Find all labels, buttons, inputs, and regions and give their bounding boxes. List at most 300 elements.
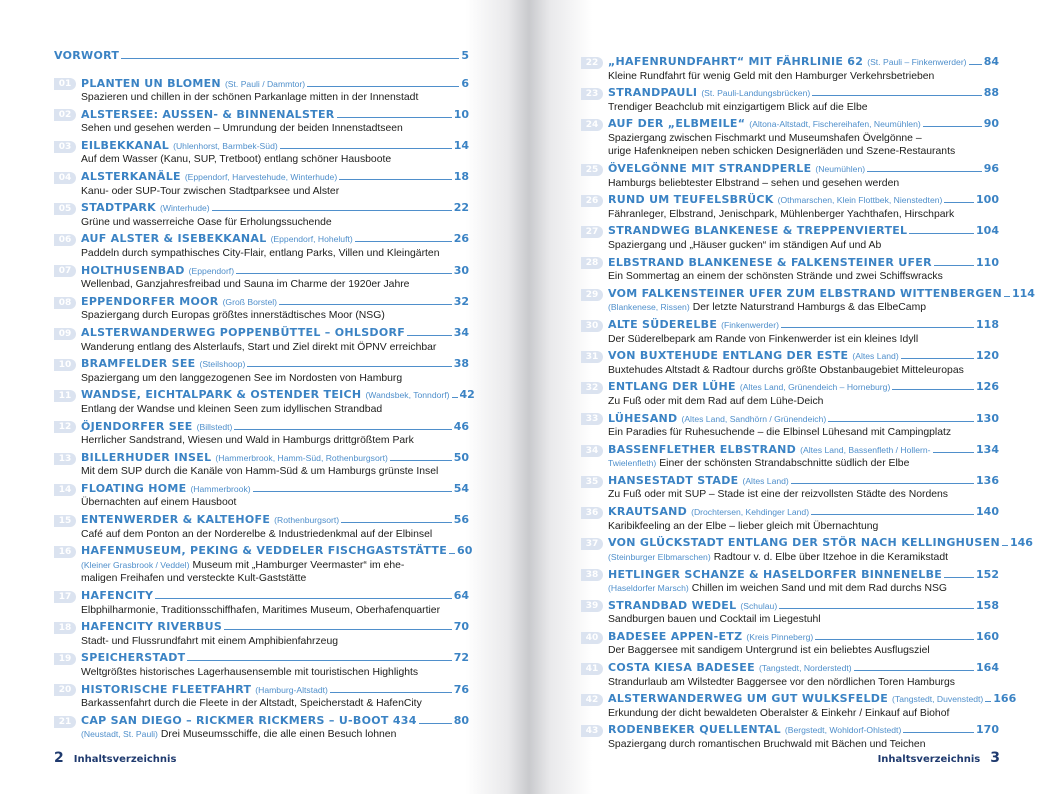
toc-entry-description: [54, 559, 469, 573]
chapter-number-badge: 07: [54, 265, 76, 277]
toc-entry-location: Twielenfleth): [608, 458, 657, 469]
toc-entry-description-text: Buxtehudes Altstadt & Radtour durchs größte Obstanbaugebiet Mitteleuropas: [608, 364, 964, 376]
toc-entry-page: 34: [453, 326, 469, 339]
leader-line: [909, 233, 974, 234]
toc-entry[interactable]: [581, 349, 999, 377]
chapter-number-badge: 16: [54, 546, 76, 558]
toc-entry-page: 170: [976, 723, 999, 737]
toc-entry-head: [54, 357, 469, 372]
toc-entry[interactable]: [581, 193, 999, 221]
toc-entry-page: 166: [993, 692, 1017, 706]
toc-entry-description-text: Trendiger Beachclub mit einzigartigem Blick auf die Elbe: [608, 101, 868, 113]
toc-entry-location: (Altes Land): [852, 351, 899, 362]
toc-entry-title: ALSTERWANDERWEG UM GUT WULKSFELDE: [608, 692, 889, 706]
toc-entry-description-text: Spaziergang und „Häuser gucken“ im ständigen Auf und Ab: [608, 239, 882, 251]
toc-entry-description: [54, 309, 469, 323]
leader-line: [247, 366, 451, 367]
chapter-number-badge: 34: [581, 445, 603, 457]
toc-entry-title: ENTLANG DER LÜHE: [608, 380, 736, 394]
toc-entry-description: [581, 613, 999, 627]
toc-entry-description-text: Auf dem Wasser (Kanu, SUP, Tretboot) entlang schöner Hausboote: [81, 154, 392, 166]
toc-entry-location: (Bergstedt, Wohldorf-Ohlstedt): [784, 725, 902, 736]
chapter-number-badge: 05: [54, 203, 76, 215]
chapter-number-badge: 08: [54, 297, 76, 309]
toc-entry-description-text: Karibikfeeling an der Elbe – lieber gleich mit Übernachtung: [608, 520, 879, 532]
toc-entry-description-text: Wanderung entlang des Alsterlaufs, Start und Ziel direkt mit ÖPNV erreichbar: [81, 341, 437, 353]
leader-line: [337, 117, 452, 118]
leader-line: [791, 483, 974, 484]
toc-entry-page: 30: [453, 263, 469, 277]
toc-entry[interactable]: [581, 86, 999, 114]
toc-entry-title: ALSTERWANDERWEG POPPENBÜTTEL – OHLSDORF: [81, 326, 406, 339]
toc-entry-description: [581, 70, 999, 84]
toc-entry-description-text: Elbphilharmonie, Traditionsschiffhafen, Maritimes Museum, Oberhafenquartier: [81, 604, 441, 616]
toc-entry-head: [54, 513, 469, 528]
toc-entry-title: ALSTERSEE: AUSSEN- & BINNENALSTER: [81, 107, 335, 121]
toc-entry[interactable]: [54, 683, 469, 711]
toc-entry-location: (Eppendorf, Harvestehude, Winterhude): [184, 172, 338, 183]
toc-entry-description-text: Kanu- oder SUP-Tour zwischen Stadtparksee und Alster: [81, 185, 340, 197]
chapter-number-badge: 36: [581, 507, 603, 519]
toc-entry-page: 104: [976, 224, 999, 238]
toc-entry[interactable]: [54, 170, 469, 198]
chapter-number-badge: 18: [54, 622, 76, 634]
toc-entry-location: (Billstedt): [196, 421, 233, 432]
toc-entry-location: (Hammerbrook): [190, 483, 251, 494]
leader-line: [903, 732, 974, 733]
toc-entry-description: [581, 333, 999, 347]
toc-entry-page: 46: [453, 419, 469, 433]
toc-entry-page: 64: [453, 589, 469, 602]
toc-entry-description: [581, 707, 999, 721]
leader-line: [867, 171, 982, 172]
toc-entry[interactable]: [581, 723, 999, 751]
toc-entry-description-text: Zu Fuß oder mit SUP – Stade ist eine der reizvollsten Städte des Nordens: [608, 489, 948, 501]
toc-entry-vorwort[interactable]: [54, 49, 469, 64]
leader-line: [224, 629, 452, 630]
toc-entry-description: [54, 372, 469, 386]
toc-entry-title: HANSESTADT STADE: [608, 473, 739, 487]
toc-entry-description: [581, 520, 999, 534]
toc-entry[interactable]: [54, 651, 469, 679]
leader-line: [854, 670, 974, 671]
toc-entry-description: [54, 496, 469, 510]
leader-line: [985, 701, 991, 702]
chapter-number-badge: 22: [581, 57, 603, 69]
toc-entry-head: [54, 108, 469, 123]
toc-entry-description: [581, 395, 999, 409]
toc-entry[interactable]: [581, 630, 999, 658]
toc-entry-head: [581, 474, 999, 489]
toc-entry-description: [581, 488, 999, 502]
toc-entry-description-line2: urige Hafenkneipen neben schicken Designerläden und Szene-Restaurants: [608, 146, 956, 158]
leader-line: [815, 639, 974, 640]
toc-entry-head: [54, 714, 469, 729]
toc-entry-head: [54, 139, 469, 154]
toc-entry-title: VON GLÜCKSTADT ENTLANG DER STÖR NACH KELLINGHUSEN: [608, 536, 1000, 550]
toc-entry[interactable]: [581, 536, 1033, 564]
toc-entry-title: BADESEE APPEN-ETZ: [608, 629, 743, 643]
leader-line: [781, 327, 974, 328]
page-number: 3: [990, 750, 1000, 766]
leader-line: [212, 210, 452, 211]
footer-label: Inhaltsverzeichnis: [73, 754, 177, 765]
toc-entry-page: 54: [453, 481, 469, 495]
toc-entry-page: 140: [976, 505, 999, 519]
chapter-number-badge: 33: [581, 413, 603, 425]
toc-entry-page: 130: [976, 411, 999, 425]
toc-entry-head: [581, 723, 999, 738]
toc-entry[interactable]: [581, 692, 1017, 720]
toc-entry[interactable]: [581, 568, 999, 596]
toc-entry-head: [54, 232, 469, 247]
toc-entry-location: (Groß Borstel): [222, 296, 277, 307]
toc-left-column: [54, 49, 475, 745]
toc-entry-description-text: Spaziergang durch romantischen Bruchwald mit Bächen und Teichen: [608, 738, 926, 750]
toc-entry-title: „HAFENRUNDFAHRT“ MIT FÄHRLINIE 62: [608, 55, 864, 68]
chapter-number-badge: 01: [54, 78, 76, 90]
toc-entry-location: (Altes Land, Bassenfleth / Hollern-: [800, 444, 931, 455]
toc-entry-head: [581, 536, 1033, 551]
toc-entry[interactable]: [54, 544, 473, 586]
chapter-number-badge: 32: [581, 382, 603, 394]
toc-entry-head: [581, 661, 999, 676]
leader-line: [280, 148, 452, 149]
toc-entry-description: [581, 676, 999, 690]
toc-entry[interactable]: [54, 589, 469, 617]
toc-entry-head: [54, 683, 469, 698]
toc-entry-description-text: Übernachten auf einem Hausboot: [81, 497, 237, 509]
chapter-number-badge: 24: [581, 119, 603, 131]
toc-entry-description: [581, 551, 999, 565]
chapter-number-badge: 39: [581, 600, 603, 612]
toc-entry-title: WANDSE, EICHTALPARK & OSTENDER TEICH: [81, 388, 362, 402]
chapter-number-badge: 14: [54, 484, 76, 496]
chapter-number-badge: 31: [581, 351, 603, 363]
toc-entry-description-text: Fähranleger, Elbstrand, Jenischpark, Mühlenberger Yachthafen, Hirschpark: [608, 208, 955, 220]
toc-entry-location: (Blankenese, Rissen): [608, 302, 690, 313]
chapter-number-badge: 02: [54, 109, 76, 121]
leader-line: [779, 608, 974, 609]
toc-entry-title: VORWORT: [54, 49, 120, 62]
toc-entry-title: STADTPARK: [81, 201, 156, 215]
toc-entry-location: (Hammerbrook, Hamm-Süd, Rothenburgsort): [215, 452, 388, 463]
toc-entry[interactable]: [581, 55, 999, 83]
leader-line: [1002, 545, 1008, 546]
leader-line: [892, 389, 974, 390]
toc-entry-description-text: Erkundung der dicht bewaldeten Oberalster & Einkehr / Einkauf auf Biohof: [608, 707, 950, 719]
toc-entry-head: [54, 651, 469, 666]
toc-entry-title: FLOATING HOME: [81, 481, 187, 495]
toc-entry-title: KRAUTSAND: [608, 505, 688, 519]
leader-line: [187, 660, 451, 661]
toc-entry-location: (Uhlenhorst, Barmbek-Süd): [173, 140, 278, 151]
toc-entry-title: ALTE SÜDERELBE: [608, 318, 718, 331]
toc-entry-page: 32: [453, 294, 469, 308]
chapter-number-badge: 27: [581, 226, 603, 238]
toc-entry-location: (Neustadt, St. Pauli): [81, 729, 158, 740]
toc-entry-head: [581, 117, 999, 132]
toc-entry-description-text: Zu Fuß oder mit dem Rad auf dem Lühe-Deich: [608, 395, 824, 407]
toc-entry-page: 118: [976, 318, 999, 331]
toc-entry[interactable]: [54, 326, 469, 354]
leader-line: [307, 86, 459, 87]
toc-entry-description-text: Stadt- und Flussrundfahrt mit einem Amphibienfahrzeug: [81, 635, 339, 647]
toc-entry-description-text: Drei Museumsschiffe, die alle einen Besuch lohnen: [160, 729, 397, 741]
toc-entry-page: 100: [976, 193, 999, 207]
toc-entry-location: (Rothenburgsort): [274, 515, 340, 526]
toc-entry[interactable]: [54, 108, 469, 136]
chapter-number-badge: 13: [54, 453, 76, 465]
toc-entry[interactable]: [54, 620, 469, 648]
toc-entry-page: 18: [453, 170, 469, 184]
toc-entry-location: (Haseldorfer Marsch): [608, 583, 689, 593]
toc-entry[interactable]: [54, 295, 469, 323]
toc-entry-description-text: Sehen und gesehen werden – Umrundung der beiden Innenstadtseen: [81, 123, 403, 135]
toc-entry-location: (Drochtersen, Kehdinger Land): [691, 507, 810, 518]
toc-entry-location: (St. Pauli / Dammtor): [224, 78, 306, 89]
chapter-number-badge: 09: [54, 328, 76, 340]
toc-entry-location: (St. Pauli-Landungsbrücken): [701, 88, 811, 99]
toc-entry-description: [54, 604, 469, 618]
leader-line: [390, 460, 452, 461]
toc-entry-location: (Eppendorf, Hoheluft): [270, 234, 353, 245]
toc-entry-description-text: Paddeln durch sympathisches City-Flair, entlang Parks, Villen und Kleingärten: [81, 247, 440, 259]
toc-entry-description: [581, 301, 999, 315]
toc-entry-description-text: Der letzte Naturstrand Hamburgs & das ElbeCamp: [692, 302, 926, 314]
toc-entry-description: [581, 738, 999, 752]
chapter-number-badge: 40: [581, 632, 603, 644]
toc-entry[interactable]: [54, 714, 469, 742]
toc-entry-description-text: Spaziergang um den langgezogenen See im Nordosten von Hamburg: [81, 372, 403, 384]
toc-entry-title: BASSENFLETHER ELBSTRAND: [608, 442, 797, 456]
toc-entry-page: 50: [453, 450, 469, 464]
toc-entry-page: 164: [976, 661, 999, 675]
leader-line: [236, 273, 452, 274]
toc-entry-head: [54, 420, 469, 435]
toc-entry-title: ÖVELGÖNNE MIT STRANDPERLE: [608, 162, 812, 176]
toc-entry-location: (Othmarschen, Klein Flottbek, Nienstedten): [777, 195, 943, 206]
toc-entry-location: (Wandsbek, Tonndorf): [365, 390, 450, 401]
toc-entry[interactable]: [581, 412, 999, 440]
toc-entry-head: [54, 620, 469, 635]
leader-line: [330, 692, 452, 693]
toc-entry-description: [54, 91, 469, 105]
leader-line: [341, 522, 452, 523]
toc-entry-head: [581, 505, 999, 520]
toc-entry-title: ALSTERKANÄLE: [81, 170, 181, 184]
chapter-number-badge: 42: [581, 694, 603, 706]
page-number: 2: [54, 750, 64, 766]
toc-entry-description-text: Museum mit „Hamburger Veermaster“ im ehe-: [192, 559, 405, 571]
leader-line: [234, 429, 451, 430]
toc-entry-head: [581, 318, 999, 333]
toc-entry-head: [581, 443, 999, 458]
toc-entry-title: PLANTEN UN BLOMEN: [81, 76, 221, 90]
leader-line: [452, 397, 458, 398]
toc-entry[interactable]: [54, 388, 475, 416]
toc-entry[interactable]: [581, 474, 999, 502]
toc-entry-head: [581, 193, 999, 208]
toc-entry-description: [54, 635, 469, 649]
toc-entry-head: [581, 224, 999, 239]
chapter-number-badge: 41: [581, 663, 603, 675]
leader-line: [969, 64, 982, 65]
toc-entry[interactable]: [54, 139, 469, 167]
leader-line: [279, 304, 452, 305]
toc-entry[interactable]: [581, 661, 999, 689]
leader-line: [449, 553, 455, 554]
toc-entry-page: 14: [453, 138, 469, 152]
toc-entry[interactable]: [581, 443, 999, 471]
toc-entry[interactable]: [54, 201, 469, 229]
toc-entry-page: 134: [976, 442, 999, 456]
toc-entry-description-text: Radtour v. d. Elbe über Itzehoe in die Keramikstadt: [713, 551, 949, 563]
toc-entry-title: HAFENMUSEUM, PEKING & VEDDELER FISCHGASTSTÄTTE: [81, 544, 448, 558]
toc-entry-description: [54, 216, 469, 230]
toc-entry-description: [581, 457, 999, 471]
toc-entry-description-text: Ein Paradies für Ruhesuchende – die Elbinsel Lühesand mit Campingplatz: [608, 427, 952, 439]
toc-entry-head: [54, 388, 475, 403]
chapter-number-badge: 35: [581, 476, 603, 488]
toc-entry-location: (Altes Land, Grünendeich – Horneburg): [739, 382, 891, 393]
toc-entry[interactable]: [581, 318, 999, 346]
toc-entry[interactable]: [54, 232, 469, 260]
toc-entry-head: [581, 86, 999, 101]
toc-entry-page: 56: [453, 513, 469, 527]
toc-entry-head: [54, 295, 469, 310]
toc-entry-title: HISTORISCHE FLEETFAHRT: [81, 682, 252, 696]
chapter-number-badge: 37: [581, 538, 603, 550]
chapter-number-badge: 25: [581, 164, 603, 176]
toc-entry-description: [54, 247, 469, 261]
toc-entry-page: 88: [983, 86, 999, 100]
toc-entry[interactable]: [54, 513, 469, 541]
chapter-number-badge: 38: [581, 569, 603, 581]
toc-entry-description: [54, 185, 469, 199]
toc-entry-location: (Neumühlen): [815, 164, 866, 175]
toc-entry-title: LÜHESAND: [608, 411, 678, 425]
toc-entry-description-text: Sandburgen bauen und Cocktail im Liegestuhl: [608, 614, 821, 626]
toc-entry-description: [54, 122, 469, 136]
toc-entry[interactable]: [581, 256, 999, 284]
toc-entry-title: ENTENWERDER & KALTEHOFE: [81, 513, 271, 527]
toc-entry-head: [581, 692, 1017, 707]
toc-entry-head: [581, 55, 999, 70]
toc-entry-title: VOM FALKENSTEINER UFER ZUM ELBSTRAND WITTENBERGEN: [608, 286, 1002, 300]
toc-entry[interactable]: [581, 286, 1035, 315]
toc-entry-page: 72: [453, 651, 469, 665]
toc-entry-description: [54, 403, 469, 417]
toc-entry-page: 22: [453, 201, 469, 215]
toc-entry-description-text: Café auf dem Ponton an der Norderelbe & Industriedenkmal auf der Elbinsel: [81, 528, 433, 540]
toc-entry-page: 158: [976, 598, 999, 612]
toc-entry-page: 90: [983, 117, 999, 131]
toc-entry-page: 152: [976, 567, 999, 581]
toc-entry-description: [54, 697, 469, 711]
chapter-number-badge: 03: [54, 141, 76, 153]
toc-entry[interactable]: [581, 162, 999, 190]
toc-entry-description-text: Grüne und wasserreiche Oase für Erholungssuchende: [81, 216, 332, 228]
toc-entry-head: [54, 77, 469, 92]
toc-entry-page: 10: [453, 107, 469, 121]
toc-entry[interactable]: [54, 264, 469, 292]
leader-line: [933, 452, 975, 453]
leader-line: [407, 335, 452, 336]
toc-entry[interactable]: [54, 451, 469, 479]
toc-entry-head: [581, 349, 999, 364]
toc-entry-description: [54, 278, 469, 292]
chapter-number-badge: 28: [581, 257, 603, 269]
toc-entry-title: HETLINGER SCHANZE & HASELDORFER BINNENELBE: [608, 567, 943, 581]
toc-entry-head: [54, 544, 473, 559]
toc-entry-location: (Steinburger Elbmarschen): [608, 551, 711, 562]
leader-line: [828, 421, 974, 422]
toc-entry-page: 160: [976, 629, 999, 643]
toc-entry-location: (Tangstedt, Norderstedt): [758, 663, 852, 674]
chapter-number-badge: 23: [581, 88, 603, 100]
toc-entry[interactable]: [54, 420, 469, 448]
toc-entry[interactable]: [581, 380, 999, 408]
toc-entry[interactable]: [54, 482, 469, 510]
toc-entry-page: 42: [459, 388, 475, 402]
toc-entry[interactable]: [581, 117, 999, 159]
leader-line: [355, 241, 452, 242]
toc-entry-title: HAFENCITY: [81, 589, 154, 602]
toc-entry-location: (Altes Land): [742, 475, 789, 486]
toc-entry-location: (Altes Land, Sandhörn / Grünendeich): [681, 413, 827, 424]
toc-entry-page: 60: [457, 544, 473, 558]
toc-entry-head: [581, 256, 999, 271]
toc-entry-title: CAP SAN DIEGO – RICKMER RICKMERS – U-BOOT 434: [81, 713, 417, 727]
toc-entry[interactable]: [54, 357, 469, 385]
chapter-number-badge: 17: [54, 591, 76, 603]
toc-entry[interactable]: [581, 224, 999, 252]
toc-entry-title: SPEICHERSTADT: [81, 651, 186, 665]
toc-entry-page: 136: [976, 473, 999, 487]
toc-entry-description: [581, 239, 999, 253]
toc-entry-page: 110: [976, 255, 999, 269]
toc-entry-head: [581, 599, 999, 614]
toc-entry-head: [581, 412, 999, 427]
leader-line: [155, 598, 451, 599]
toc-entry-description-text: Wellenbad, Ganzjahresfreibad und Sauna im Charme der 1920er Jahre: [81, 279, 410, 291]
toc-entry[interactable]: [581, 599, 999, 627]
toc-entry-title: STRANDPAULI: [608, 86, 698, 100]
toc-entry[interactable]: [581, 505, 999, 533]
toc-entry-page: 38: [453, 357, 469, 371]
toc-entry-description-text: Chillen im weichen Sand und mit dem Rad durchs NSG: [691, 583, 947, 594]
toc-entry-title: AUF ALSTER & ISEBEKKANAL: [81, 232, 267, 246]
toc-entry-location: (Eppendorf): [188, 265, 235, 276]
chapter-number-badge: 26: [581, 195, 603, 207]
toc-entry-head: [581, 380, 999, 395]
toc-entry-head: [54, 589, 469, 604]
toc-entry[interactable]: [54, 77, 469, 105]
toc-entry-description-text: Spaziergang durch Europas größtes innerstädtisches Moor (NSG): [81, 310, 385, 322]
toc-entry-title: VON BUXTEHUDE ENTLANG DER ESTE: [608, 349, 849, 363]
leader-line: [934, 265, 974, 266]
toc-entry-title: BILLERHUDER INSEL: [81, 450, 212, 464]
leader-line: [811, 514, 974, 515]
leader-line: [339, 179, 451, 180]
leader-line: [944, 577, 974, 578]
toc-entry-description-text: Ein Sommertag an einem der schönsten Strände und zwei Schiffswracks: [608, 271, 943, 283]
chapter-number-badge: 06: [54, 234, 76, 246]
toc-entry-page: 26: [453, 232, 469, 246]
toc-entry-title: HAFENCITY RIVERBUS: [81, 620, 223, 634]
toc-entry-page: 146: [1009, 536, 1033, 550]
